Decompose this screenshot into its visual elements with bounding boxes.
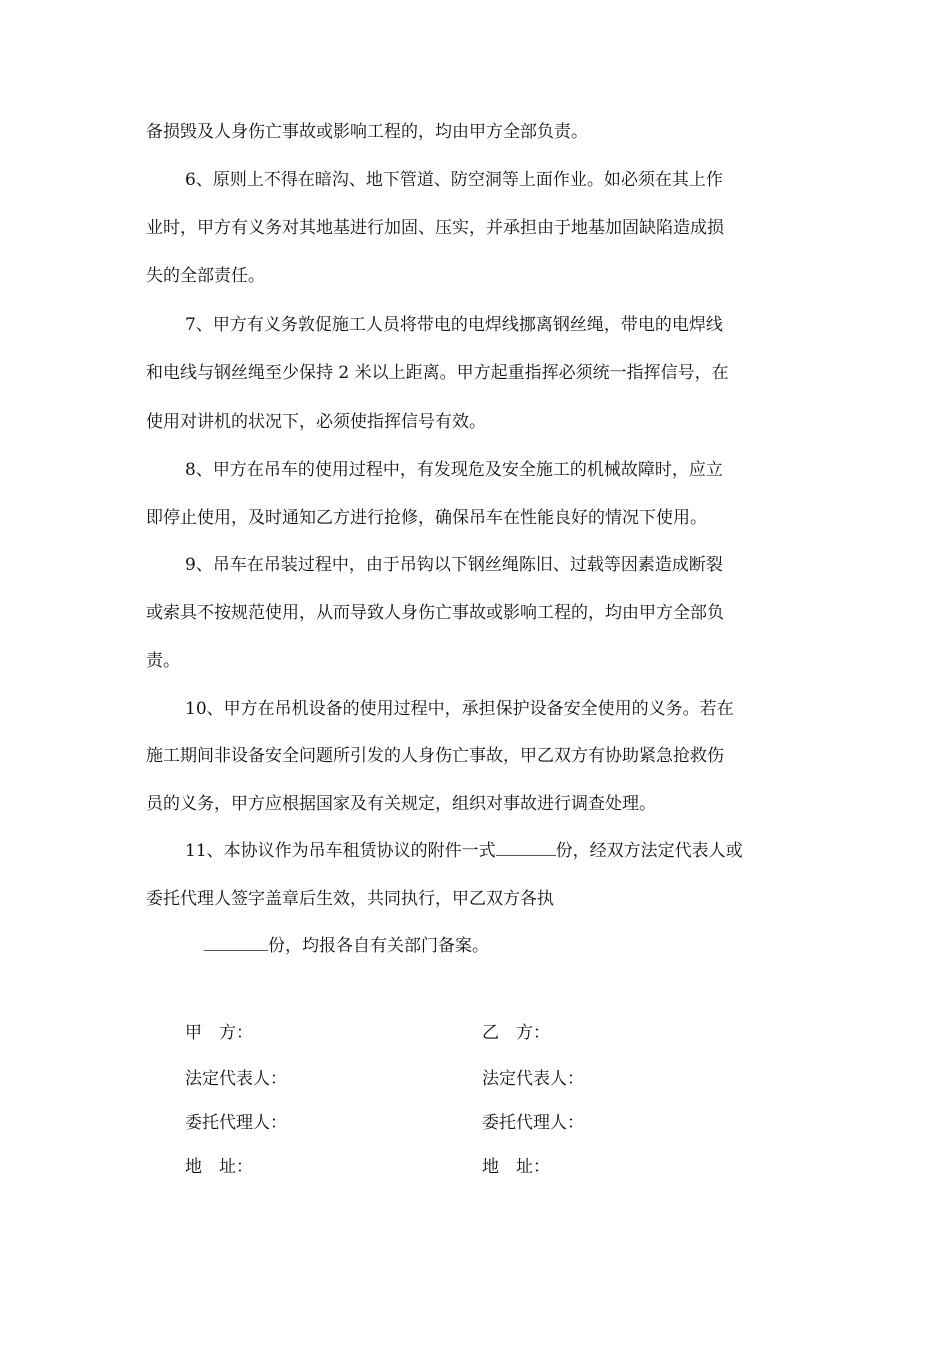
clause-11-text-c: 份，均报各自有关部门备案。 xyxy=(268,936,489,956)
text-line: 即停止使用，及时通知乙方进行抢修，确保吊车在性能良好的情况下使用。 xyxy=(146,508,707,528)
text-line: 7、甲方有义务敦促施工人员将带电的电焊线挪离钢丝绳，带电的电焊线 xyxy=(185,315,723,335)
party-b-agent: 委托代理人： xyxy=(482,1113,584,1133)
text-line: 失的全部责任。 xyxy=(146,266,265,286)
text-line: 员的义务，甲方应根据国家及有关规定，组织对事故进行调查处理。 xyxy=(146,794,656,814)
clause-11-line-2: 委托代理人签字盖章后生效，共同执行，甲乙双方各执 xyxy=(146,889,554,909)
party-b-label: 乙 方： xyxy=(482,1023,550,1043)
party-b-legal-rep: 法定代表人： xyxy=(482,1069,584,1089)
text-line: 9、吊车在吊装过程中，由于吊钩以下钢丝绳陈旧、过载等因素造成断裂 xyxy=(185,555,723,575)
party-b-address: 地 址： xyxy=(482,1157,550,1177)
clause-11-line-1 xyxy=(185,839,743,863)
copies-blank[interactable] xyxy=(496,841,556,856)
text-line: 备损毁及人身伤亡事故或影响工程的，均由甲方全部负责。 xyxy=(146,122,588,142)
text-line: 或索具不按规范使用，从而导致人身伤亡事故或影响工程的，均由甲方全部负 xyxy=(146,603,724,623)
text-line: 和电线与钢丝绳至少保持 2 米以上距离。甲方起重指挥必须统一指挥信号，在 xyxy=(146,363,729,383)
text-line: 6、原则上不得在暗沟、地下管道、防空洞等上面作业。如必须在其上作 xyxy=(185,170,723,190)
text-line: 施工期间非设备安全问题所引发的人身伤亡事故，甲乙双方有协助紧急抢救伤 xyxy=(146,746,724,766)
text-line: 业时，甲方有义务对其地基进行加固、压实，并承担由于地基加固缺陷造成损 xyxy=(146,218,724,238)
clause-11-text-b: 份，经双方法定代表人或 xyxy=(555,841,743,861)
party-a-agent: 委托代理人： xyxy=(185,1113,287,1133)
party-a-address: 地 址： xyxy=(185,1157,253,1177)
clause-11-line-3 xyxy=(204,934,489,958)
party-a-legal-rep: 法定代表人： xyxy=(185,1069,287,1089)
text-line: 8、甲方在吊车的使用过程中，有发现危及安全施工的机械故障时，应立 xyxy=(185,460,723,480)
party-a-label: 甲 方： xyxy=(185,1023,253,1043)
text-line: 10、甲方在吊机设备的使用过程中，承担保护设备安全使用的义务。若在 xyxy=(185,699,734,719)
copies-each-blank[interactable] xyxy=(204,936,268,951)
text-line: 责。 xyxy=(146,651,180,671)
text-line: 使用对讲机的状况下，必须使指挥信号有效。 xyxy=(146,412,486,432)
clause-11-text-a: 11、本协议作为吊车租赁协议的附件一式 xyxy=(185,841,496,861)
